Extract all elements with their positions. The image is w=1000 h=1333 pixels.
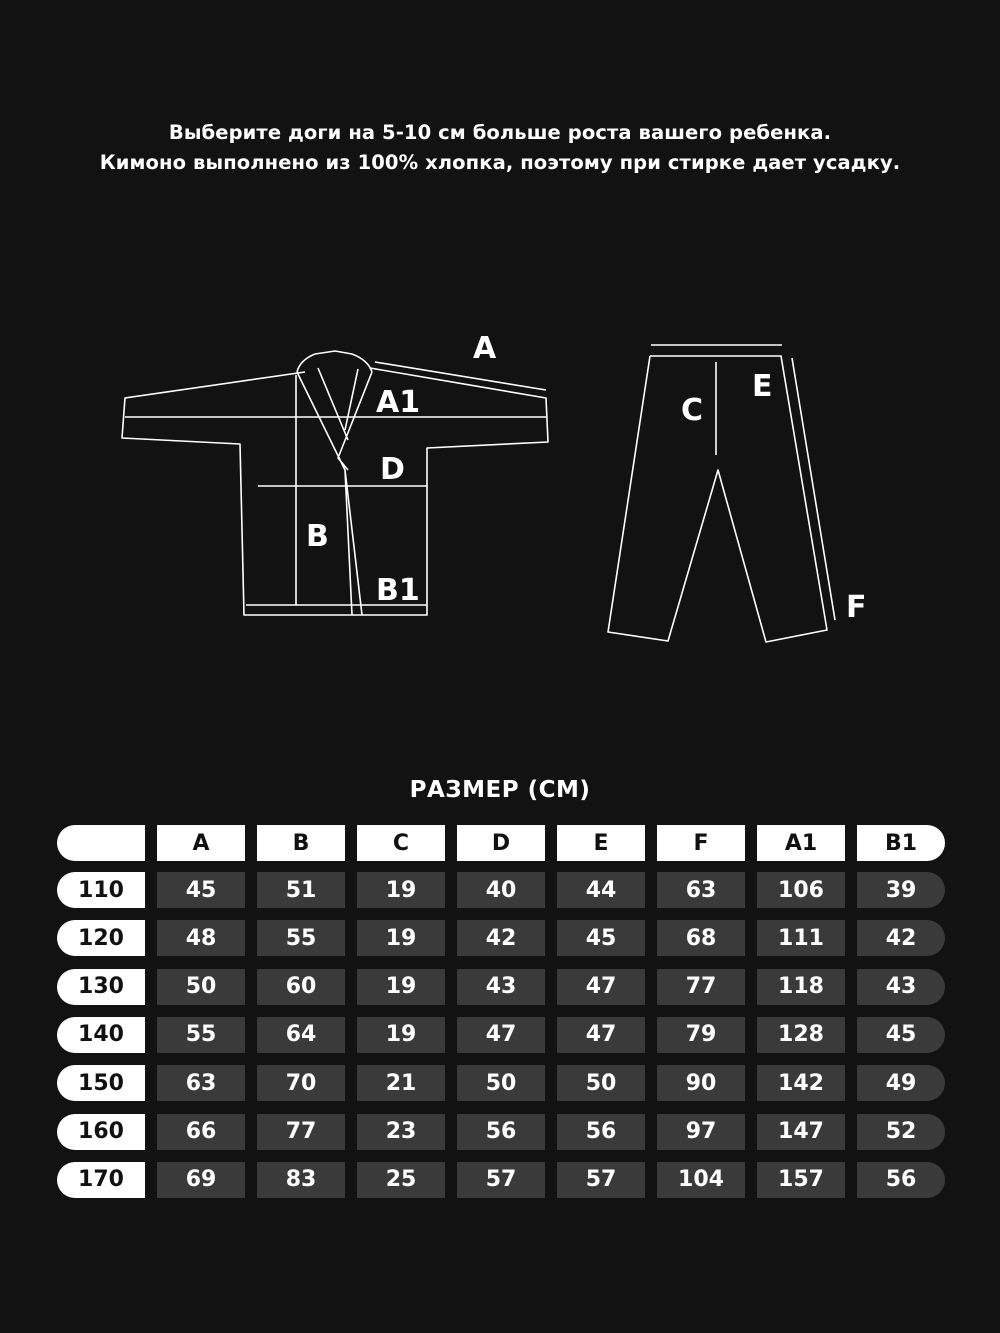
label-b1: B1: [376, 573, 420, 608]
value-cell: 90: [657, 1065, 745, 1101]
value-cell: 21: [357, 1065, 445, 1101]
size-cell: 170: [57, 1162, 145, 1198]
label-a: A: [473, 331, 497, 366]
header-cell: C: [357, 825, 445, 861]
value-cell: 97: [657, 1114, 745, 1150]
value-cell: 63: [657, 872, 745, 908]
header-cell: D: [457, 825, 545, 861]
pants-side-line-f: [792, 358, 835, 620]
label-e: E: [752, 369, 773, 404]
intro-text: [0, 118, 1000, 178]
value-cell: 69: [157, 1162, 245, 1198]
value-cell: 56: [857, 1162, 945, 1198]
label-d: D: [380, 452, 405, 487]
value-cell: 147: [757, 1114, 845, 1150]
value-cell: 157: [757, 1162, 845, 1198]
value-cell: 43: [457, 969, 545, 1005]
label-c: C: [681, 393, 704, 428]
value-cell: 47: [557, 1017, 645, 1053]
kimono-diagram: [0, 300, 1000, 660]
table-row: [57, 1065, 945, 1101]
header-cell: A: [157, 825, 245, 861]
intro-line-2: Кимоно выполнено из 100% хлопка, поэтому при стирке дает усадку.: [99, 151, 901, 174]
value-cell: 70: [257, 1065, 345, 1101]
table-row: [57, 969, 945, 1005]
size-cell: 160: [57, 1114, 145, 1150]
value-cell: 51: [257, 872, 345, 908]
value-cell: 57: [557, 1162, 645, 1198]
value-cell: 50: [457, 1065, 545, 1101]
header-cell: E: [557, 825, 645, 861]
value-cell: 128: [757, 1017, 845, 1053]
value-cell: 111: [757, 920, 845, 956]
value-cell: 47: [457, 1017, 545, 1053]
value-cell: 19: [357, 872, 445, 908]
value-cell: 57: [457, 1162, 545, 1198]
value-cell: 50: [557, 1065, 645, 1101]
value-cell: 60: [257, 969, 345, 1005]
value-cell: 83: [257, 1162, 345, 1198]
jacket-collar: [297, 351, 372, 372]
value-cell: 63: [157, 1065, 245, 1101]
size-cell: 150: [57, 1065, 145, 1101]
value-cell: 104: [657, 1162, 745, 1198]
table-title: РАЗМЕР (СМ): [409, 777, 591, 803]
value-cell: 56: [557, 1114, 645, 1150]
value-cell: 39: [857, 872, 945, 908]
value-cell: 23: [357, 1114, 445, 1150]
label-b: B: [306, 519, 329, 554]
table-row: [57, 1162, 945, 1198]
value-cell: 19: [357, 920, 445, 956]
size-cell: 140: [57, 1017, 145, 1053]
value-cell: 44: [557, 872, 645, 908]
value-cell: 42: [857, 920, 945, 956]
header-cell: F: [657, 825, 745, 861]
value-cell: 43: [857, 969, 945, 1005]
value-cell: 50: [157, 969, 245, 1005]
table-row: [57, 872, 945, 908]
header-cell: A1: [757, 825, 845, 861]
value-cell: 118: [757, 969, 845, 1005]
value-cell: 55: [257, 920, 345, 956]
value-cell: 25: [357, 1162, 445, 1198]
value-cell: 77: [657, 969, 745, 1005]
size-cell: 110: [57, 872, 145, 908]
value-cell: 79: [657, 1017, 745, 1053]
value-cell: 64: [257, 1017, 345, 1053]
value-cell: 19: [357, 969, 445, 1005]
value-cell: 45: [157, 872, 245, 908]
value-cell: 45: [857, 1017, 945, 1053]
table-row: [57, 920, 945, 956]
jacket-outline: [122, 368, 548, 615]
table-row: [57, 1017, 945, 1053]
value-cell: 52: [857, 1114, 945, 1150]
value-cell: 40: [457, 872, 545, 908]
value-cell: 45: [557, 920, 645, 956]
value-cell: 19: [357, 1017, 445, 1053]
value-cell: 42: [457, 920, 545, 956]
value-cell: 66: [157, 1114, 245, 1150]
table-row: [57, 1114, 945, 1150]
header-cell-empty: [57, 825, 145, 861]
value-cell: 49: [857, 1065, 945, 1101]
jacket-lapel: [297, 368, 372, 615]
value-cell: 106: [757, 872, 845, 908]
label-a1: A1: [376, 385, 421, 420]
value-cell: 142: [757, 1065, 845, 1101]
header-cell: B1: [857, 825, 945, 861]
value-cell: 48: [157, 920, 245, 956]
size-cell: 130: [57, 969, 145, 1005]
value-cell: 68: [657, 920, 745, 956]
value-cell: 77: [257, 1114, 345, 1150]
header-cell: B: [257, 825, 345, 861]
intro-line-1: Выберите доги на 5-10 см больше роста вашего ребенка.: [168, 121, 832, 144]
pants-outline: [608, 356, 827, 642]
table-header-row: [57, 825, 945, 861]
label-f: F: [846, 590, 867, 625]
value-cell: 55: [157, 1017, 245, 1053]
value-cell: 56: [457, 1114, 545, 1150]
size-cell: 120: [57, 920, 145, 956]
value-cell: 47: [557, 969, 645, 1005]
